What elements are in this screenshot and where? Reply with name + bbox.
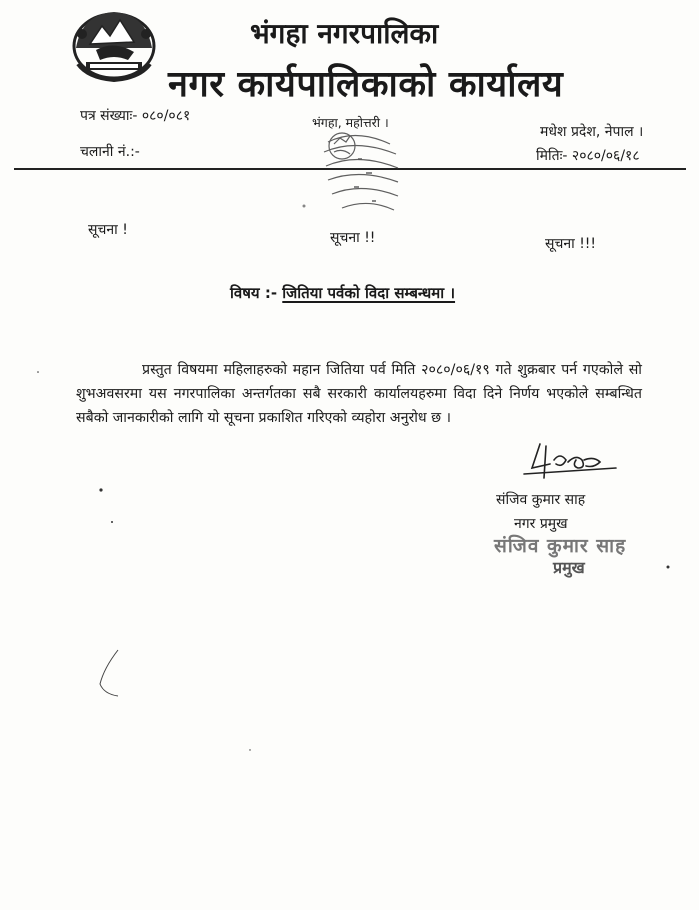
seal-designation: प्रमुख bbox=[553, 558, 585, 577]
chalani-number: चलानी नं.:- bbox=[80, 144, 140, 160]
signatory-designation: नगर प्रमुख bbox=[514, 516, 568, 532]
notice-label-1: सूचना ! bbox=[88, 222, 128, 238]
notice-label-3: सूचना !!! bbox=[545, 236, 597, 252]
notice-label-2: सूचना !! bbox=[330, 230, 376, 246]
location: भंगहा, महोत्तरी । bbox=[312, 115, 389, 130]
handwritten-signature-icon bbox=[520, 438, 620, 488]
office-name: नगर कार्यपालिकाको कार्यालय bbox=[168, 64, 564, 105]
pradesh: मधेश प्रदेश, नेपाल । bbox=[540, 124, 644, 140]
seal-name: संजिव कुमार साह bbox=[494, 535, 627, 557]
office-seal-icon bbox=[298, 122, 414, 224]
subject-label: विषय :- bbox=[230, 284, 278, 302]
body-paragraph: प्रस्तुत विषयमा महिलाहरुको महान जितिया पर्व मिति २०८०/०६/१९ गते शुक्रबार पर्न गएकोले सो शुभअवसरमा यस नगरपालिका अन्तर्गतका सबै सरकारी कार्यालयहरुमा विदा दिने निर्णय भएकोले सम्बन्धित सबैको जानकारीको लागि यो सूचना प्रकाशित गरिएको व्यहोरा अनुरोध छ । bbox=[76, 362, 642, 427]
subject-text: जितिया पर्वको विदा सम्बन्धमा । bbox=[282, 284, 456, 302]
nepal-government-emblem-icon bbox=[68, 4, 160, 84]
municipality-name: भंगहा नगरपालिका bbox=[250, 17, 439, 50]
date: मितिः- २०८०/०६/१८ bbox=[536, 148, 640, 164]
patra-sankhya: पत्र संख्याः- ०८०/०८१ bbox=[80, 108, 191, 124]
subject-line bbox=[230, 283, 455, 303]
signatory-name: संजिव कुमार साह bbox=[496, 492, 586, 508]
